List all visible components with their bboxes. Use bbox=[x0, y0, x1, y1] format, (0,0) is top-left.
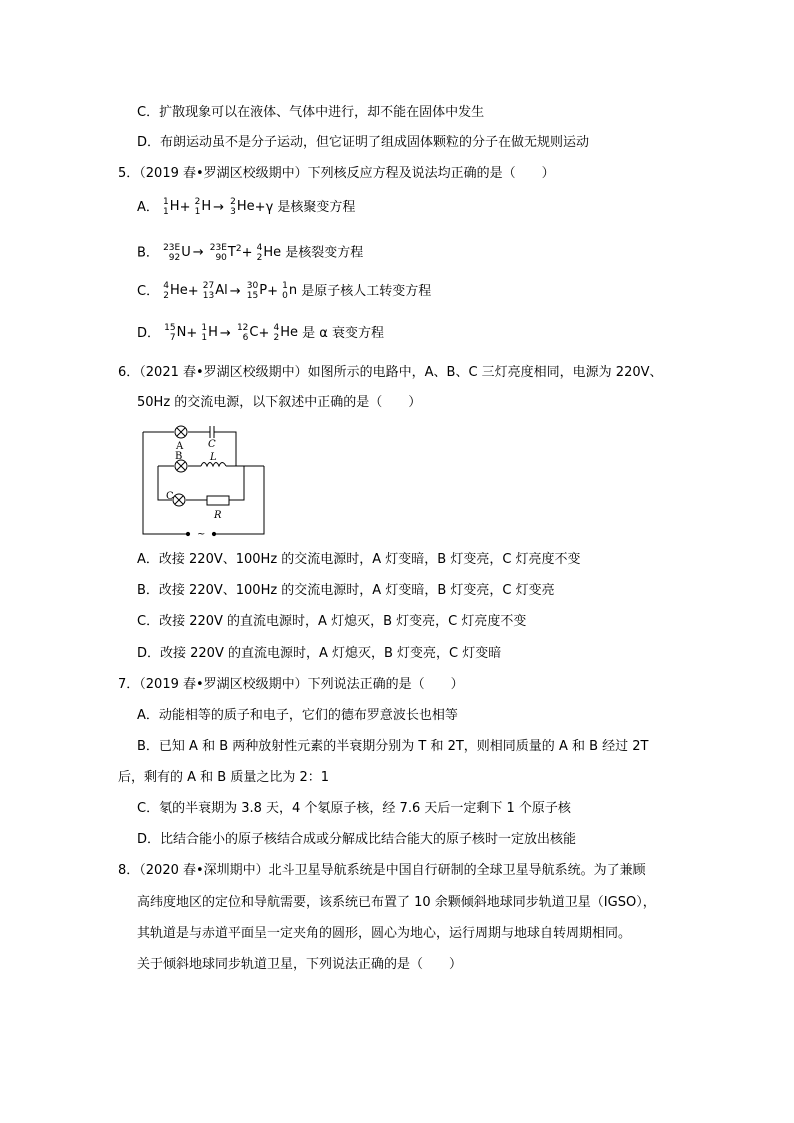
label-b: B bbox=[175, 451, 183, 462]
nuclide: 1 1 H bbox=[201, 323, 218, 343]
nuclide: 2 3 He bbox=[230, 197, 255, 217]
nuclide: 4 2 He bbox=[273, 323, 299, 343]
q4-option-d: D．布朗运动虽不是分子运动，但它证明了组成固体颗粒的分子在做无规则运动 bbox=[137, 135, 590, 150]
nuclide: 2 1 H bbox=[194, 197, 212, 217]
q5-option-a: A． 1 1 H+ 2 1 H → 2 3 He+γ 是核聚变方程 bbox=[137, 197, 356, 217]
option-letter: A． bbox=[137, 199, 159, 215]
nuclide: 15 7 N bbox=[164, 323, 187, 343]
nuclide: 4 2 He bbox=[256, 242, 282, 263]
nuclide: 4 2 He bbox=[163, 281, 188, 301]
ac-source-icon: ~ bbox=[197, 529, 206, 540]
nuclide: 12 6 C bbox=[236, 323, 259, 343]
q5-option-c: C． 4 2 He+ 27 13 Al → 30 15 P+ 1 0 n 是原子核人工转变方程 bbox=[137, 281, 432, 301]
label-a: A bbox=[176, 441, 184, 452]
q4-option-c: C．扩散现象可以在液体、气体中进行，却不能在固体中发生 bbox=[137, 105, 485, 120]
q7-option-d: D．比结合能小的原子核结合成或分解成比结合能大的原子核时一定放出核能 bbox=[137, 832, 577, 847]
option-letter: C． bbox=[137, 283, 160, 299]
q5-option-b: B． 23E 92 U → 23E 90 $T^2+$ 4 2 He 是核裂变方程 bbox=[137, 242, 364, 263]
q5-option-d: D． 15 7 N+ 1 1 H → 12 6 C+ 4 2 He 是 α 衰变方程 bbox=[137, 323, 384, 343]
q8-stem-line3: 其轨道是与赤道平面呈一定夹角的圆形，圆心为地心，运行周期与地球自转周期相同。 bbox=[137, 926, 632, 941]
q7-option-c: C．氡的半衰期为 3.8 天，4 个氡原子核，经 7.6 天后一定剩下 1 个原子核 bbox=[137, 801, 571, 816]
q6-stem-line1: 6．（2021 春•罗湖区校级期中）如图所示的电路中，A、B、C 三灯亮度相同，电源为 220V、 bbox=[118, 365, 663, 380]
label-inductor: L bbox=[210, 452, 217, 463]
q8-stem-line2: 高纬度地区的定位和导航需要，该系统已布置了 10 余颗倾斜地球同步轨道卫星（IGSO）， bbox=[137, 895, 656, 910]
q7-stem: 7．（2019 春•罗湖区校级期中）下列说法正确的是（ ） bbox=[118, 677, 464, 692]
arrow-icon: → bbox=[213, 199, 225, 215]
nuclide: 1 1 H bbox=[163, 197, 180, 217]
q8-stem-line4: 关于倾斜地球同步轨道卫星，下列说法正确的是（ ） bbox=[137, 957, 463, 972]
q6-option-d: D．改接 220V 的直流电源时，A 灯熄灭，B 灯变亮，C 灯变暗 bbox=[137, 646, 502, 661]
q6-option-b: B．改接 220V、100Hz 的交流电源时，A 灯变暗，B 灯变亮，C 灯变亮 bbox=[137, 583, 555, 598]
nuclide: 23E 92 U bbox=[163, 242, 191, 263]
arrow-icon: → bbox=[192, 245, 204, 261]
q8-stem-line1: 8．（2020 春•深圳期中）北斗卫星导航系统是中国自行研制的全球卫星导航系统。为了兼顾 bbox=[118, 863, 646, 878]
label-resistor: R bbox=[214, 510, 222, 521]
q7-option-a: A．动能相等的质子和电子，它们的德布罗意波长也相等 bbox=[137, 708, 458, 723]
q6-option-c: C．改接 220V 的直流电源时，A 灯熄灭，B 灯变亮，C 灯亮度不变 bbox=[137, 614, 527, 629]
nuclide: 1 0 n bbox=[282, 281, 298, 301]
q7-option-b-line1: B．已知 A 和 B 两种放射性元素的半衰期分别为 T 和 2T，则相同质量的 A 和 B 经过 2T bbox=[137, 739, 649, 754]
q6-option-a: A．改接 220V、100Hz 的交流电源时，A 灯变暗，B 灯变亮，C 灯亮度不变 bbox=[137, 552, 581, 567]
arrow-icon: → bbox=[229, 283, 241, 299]
circuit-diagram bbox=[138, 422, 270, 540]
nuclide: 30 15 P bbox=[246, 281, 268, 301]
option-letter: D． bbox=[137, 325, 161, 341]
q7-option-b-line2: 后，剩有的 A 和 B 质量之比为 2：1 bbox=[118, 770, 330, 785]
q6-stem-line2: 50Hz 的交流电源，以下叙述中正确的是（ ） bbox=[137, 395, 422, 410]
nuclide: 23E 90 T bbox=[209, 242, 236, 263]
option-letter: B． bbox=[137, 245, 159, 261]
label-c: C bbox=[166, 491, 174, 502]
arrow-icon: → bbox=[219, 325, 231, 341]
nuclide: 27 13 Al bbox=[202, 281, 228, 301]
label-capacitor: C bbox=[208, 439, 216, 450]
q5-stem: 5．（2019 春•罗湖区校级期中）下列核反应方程及说法均正确的是（ ） bbox=[118, 166, 555, 181]
